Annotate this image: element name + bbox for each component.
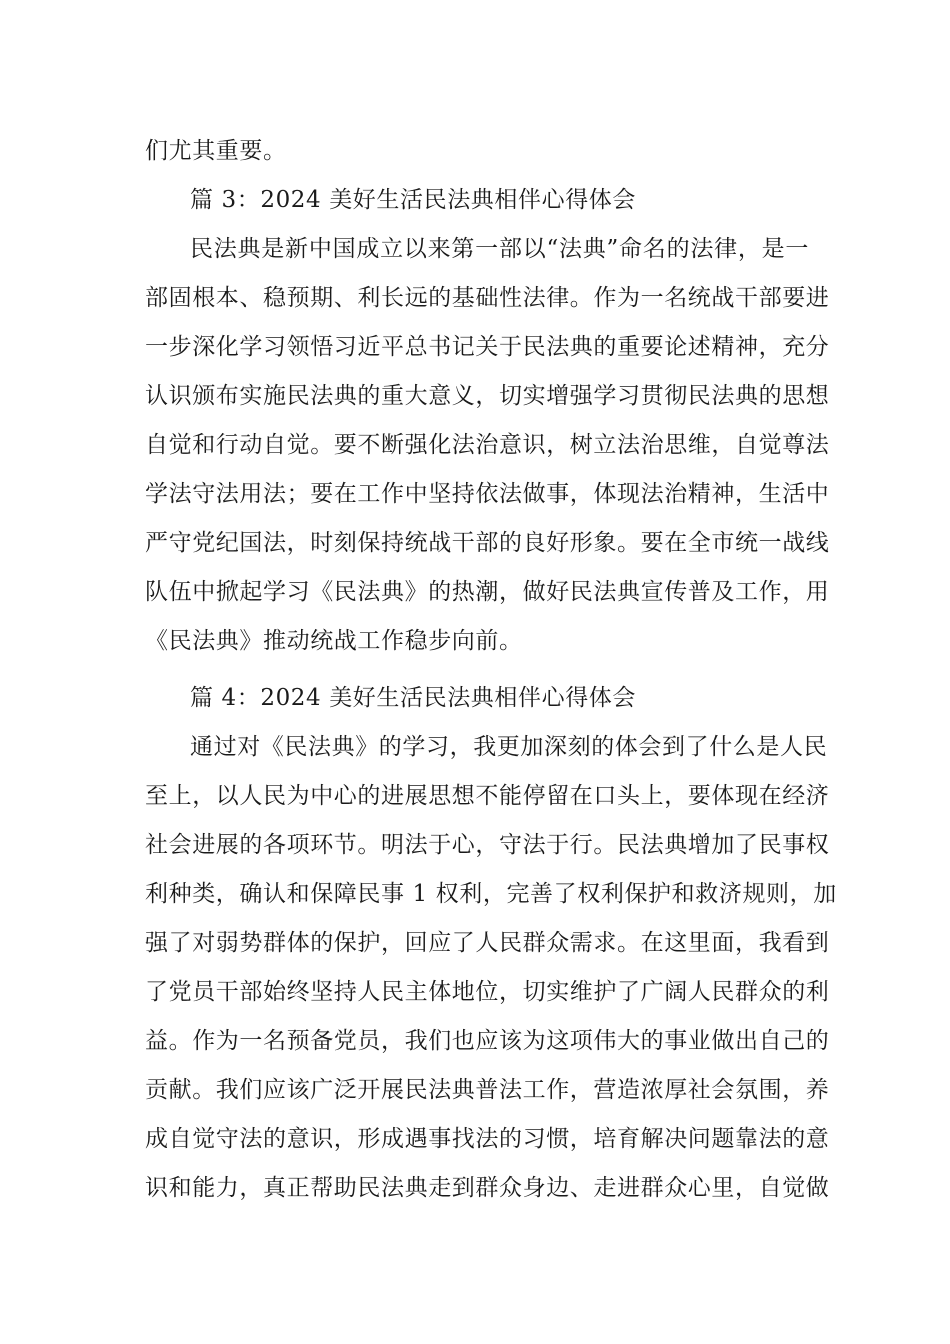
paragraph-line: 认识颁布实施民法典的重大意义，切实增强学习贯彻民法典的思想: [145, 383, 830, 409]
paragraph-line: 队伍中掀起学习《民法典》的热潮，做好民法典宣传普及工作，用: [145, 579, 830, 605]
paragraph-line: 一步深化学习领悟习近平总书记关于民法典的重要论述精神，充分: [145, 334, 830, 360]
paragraph-line: 贡献。我们应该广泛开展民法典普法工作，营造浓厚社会氛围，养: [145, 1077, 830, 1103]
paragraph-line: 部固根本、稳预期、利长远的基础性法律。作为一名统战干部要进: [145, 285, 830, 311]
text-line-continuation: 们尤其重要。: [145, 138, 287, 164]
paragraph-line: 《民法典》推动统战工作稳步向前。: [145, 628, 523, 654]
paragraph-line: 了党员干部始终坚持人民主体地位，切实维护了广阔人民群众的利: [145, 979, 830, 1005]
paragraph-line: 成自觉守法的意识，形成遇事找法的习惯，培育解决问题靠法的意: [145, 1126, 830, 1152]
paragraph-line: 社会进展的各项环节。明法于心，守法于行。民法典增加了民事权: [145, 832, 830, 858]
paragraph-line: 通过对《民法典》的学习，我更加深刻的体会到了什么是人民: [190, 734, 828, 760]
paragraph-line: 利种类，确认和保障民事 1 权利，完善了权利保护和救济规则，加: [145, 881, 837, 907]
paragraph-line: 益。作为一名预备党员，我们也应该为这项伟大的事业做出自己的: [145, 1028, 830, 1054]
paragraph-line: 自觉和行动自觉。要不断强化法治意识，树立法治思维，自觉尊法: [145, 432, 830, 458]
section-heading-4: 篇 4：2024 美好生活民法典相伴心得体会: [190, 685, 636, 711]
paragraph-line: 至上，以人民为中心的进展思想不能停留在口头上，要体现在经济: [145, 783, 830, 809]
paragraph-line: 严守党纪国法，时刻保持统战干部的良好形象。要在全市统一战线: [145, 530, 830, 556]
paragraph-line: 学法守法用法；要在工作中坚持依法做事，体现法治精神，生活中: [145, 481, 830, 507]
paragraph-line: 民法典是新中国成立以来第一部以“法典”命名的法律，是一: [190, 236, 809, 262]
section-heading-3: 篇 3：2024 美好生活民法典相伴心得体会: [190, 187, 636, 213]
paragraph-line: 识和能力，真正帮助民法典走到群众身边、走进群众心里，自觉做: [145, 1175, 830, 1201]
paragraph-line: 强了对弱势群体的保护，回应了人民群众需求。在这里面，我看到: [145, 930, 830, 956]
